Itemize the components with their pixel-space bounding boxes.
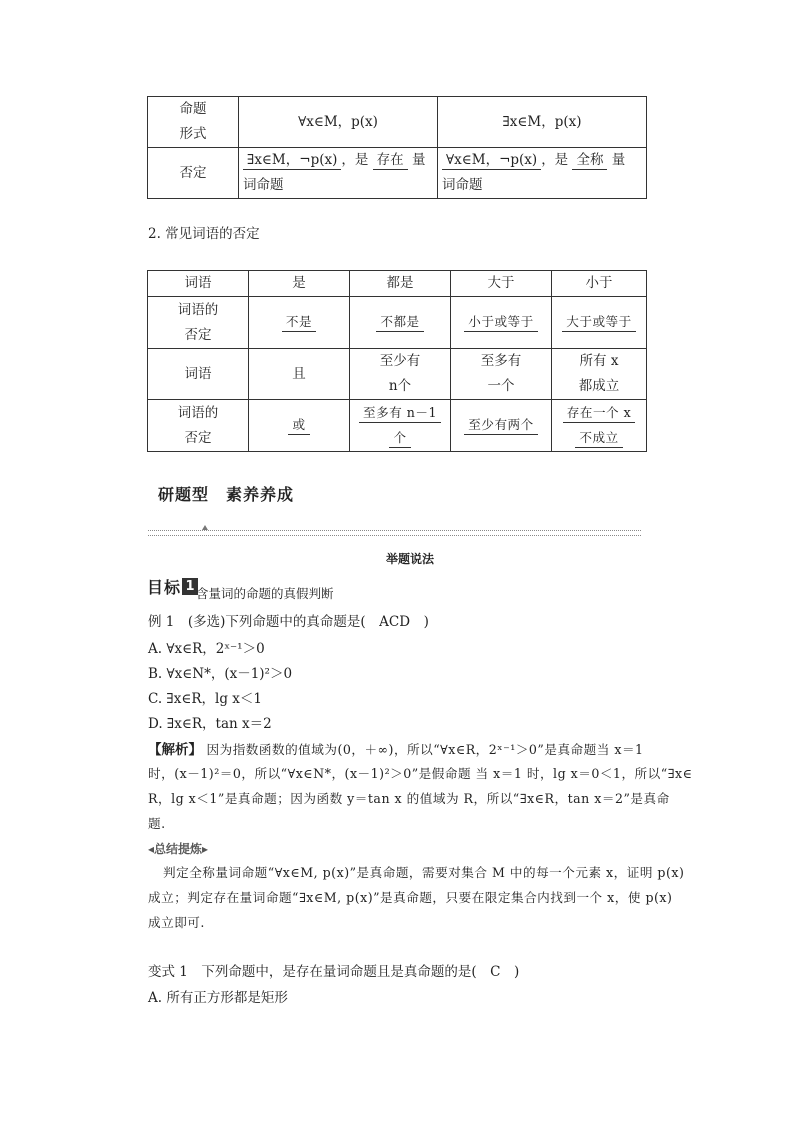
target-title: 含量词的命题的真假判断 <box>196 586 334 601</box>
t2-r1-c3: 都是 <box>350 271 451 297</box>
t2-r3-c3: 至少有 n个 <box>350 349 451 400</box>
t2-r1-c2: 是 <box>249 271 350 297</box>
summary-line-2: 成立；判定存在量词命题“∃x∈M, p(x)”是真命题，只要在限定集合内找到一个 x，使 p(x) <box>148 890 673 905</box>
t2-r3-c5: 所有 x 都成立 <box>552 349 647 400</box>
section-heading: 研题型 素养养成 <box>158 485 295 504</box>
table1-existential-form: ∃x∈M，p(x) <box>438 97 647 148</box>
target-badge <box>147 577 198 596</box>
t2-r4-c4 <box>451 400 552 452</box>
t2-r3-c4: 至多有 一个 <box>451 349 552 400</box>
example1-option-b: B. ∀x∈N*，(x－1)²＞0 <box>148 666 293 682</box>
t2-r1-c5: 小于 <box>552 271 647 297</box>
blank-answer: 存在一个 x <box>563 404 635 423</box>
summary-line-3: 成立即可. <box>148 915 205 930</box>
table1-existential-negation: ∀x∈M，¬p(x) ，是 全称 量 词命题 <box>438 148 647 199</box>
t2-r2-head: 词语的 否定 <box>148 297 249 349</box>
t2-r1-c4: 大于 <box>451 271 552 297</box>
blank-answer: 不成立 <box>575 429 622 448</box>
example1-option-d: D. ∃x∈R，tan x＝2 <box>148 716 272 732</box>
analysis-line-3: R，lg x＜1”是真命题；因为函数 y＝tan x 的值域为 R，所以“∃x∈R，tan x＝2”是真命 <box>148 791 670 806</box>
t2-r3-head: 词语 <box>148 349 249 400</box>
blank-answer: ∀x∈M，¬p(x) <box>442 151 541 170</box>
analysis-line-2: 时，(x－1)²＝0，所以“∀x∈N*，(x－1)²＞0”是假命题 当 x＝1 时，lg x＝0＜1，所以“∃x∈ <box>148 766 693 781</box>
analysis-label: 【解析】 <box>148 742 202 758</box>
t2-r4-c5 <box>552 400 647 452</box>
blank-answer: 个 <box>389 429 410 448</box>
target-label: 目标 <box>147 578 182 597</box>
t2-r3-c2: 且 <box>249 349 350 400</box>
t2-r2-c3 <box>350 297 451 349</box>
section-divider <box>148 530 641 536</box>
blank-answer: 全称 <box>572 151 607 170</box>
divider-marker <box>202 525 208 530</box>
t2-r4-c2 <box>249 400 350 452</box>
t2-r2-c2 <box>249 297 350 349</box>
section-2-title: 2. 常见词语的否定 <box>148 226 260 242</box>
summary-line-1: 判定全称量词命题“∀x∈M, p(x)”是真命题，需要对集合 M 中的每一个元素 x，证明 p(x) <box>163 865 685 880</box>
quantifier-negation-table <box>147 96 647 199</box>
blank-answer: 至少有两个 <box>464 416 537 435</box>
t2-r4-head: 词语的 否定 <box>148 400 249 452</box>
sub-heading: 举题说法 <box>386 552 435 566</box>
blank-answer: 不都是 <box>376 313 423 332</box>
t2-r2-c4 <box>451 297 552 349</box>
target-number: 1 <box>182 578 198 595</box>
analysis-line-4: 题. <box>148 816 166 831</box>
example1-stem: 例 1 (多选)下列命题中的真命题是( ACD ) <box>148 614 429 630</box>
blank-answer: 大于或等于 <box>562 313 635 332</box>
t2-r2-c5 <box>552 297 647 349</box>
t2-r1-c1: 词语 <box>148 271 249 297</box>
example1-option-c: C. ∃x∈R，lg x＜1 <box>148 691 262 707</box>
analysis-line-1: 【解析】 因为指数函数的值域为(0，＋∞)，所以“∀x∈R，2ˣ⁻¹＞0”是真命题当 x＝1 <box>148 742 644 758</box>
word-negation-table <box>147 270 647 452</box>
blank-answer: 存在 <box>373 151 408 170</box>
table1-universal-form: ∀x∈M，p(x) <box>239 97 438 148</box>
blank-answer: ∃x∈M，¬p(x) <box>243 151 341 170</box>
t2-r4-c3 <box>350 400 451 452</box>
example1-option-a: A. ∀x∈R，2ˣ⁻¹＞0 <box>148 641 265 657</box>
variant1-stem: 变式 1 下列命题中，是存在量词命题且是真命题的是( C ) <box>148 964 520 980</box>
table1-head-form: 命题 形式 <box>148 97 239 148</box>
summary-label: ◂总结提炼▸ <box>148 842 209 856</box>
blank-answer: 不是 <box>282 313 316 332</box>
table1-head-negation: 否定 <box>148 148 239 199</box>
blank-answer: 或 <box>288 416 309 435</box>
blank-answer: 小于或等于 <box>464 313 537 332</box>
variant1-option-a: A. 所有正方形都是矩形 <box>148 990 288 1006</box>
table1-universal-negation: ∃x∈M，¬p(x) ，是 存在 量 词命题 <box>239 148 438 199</box>
blank-answer: 至多有 n－1 <box>359 404 441 423</box>
